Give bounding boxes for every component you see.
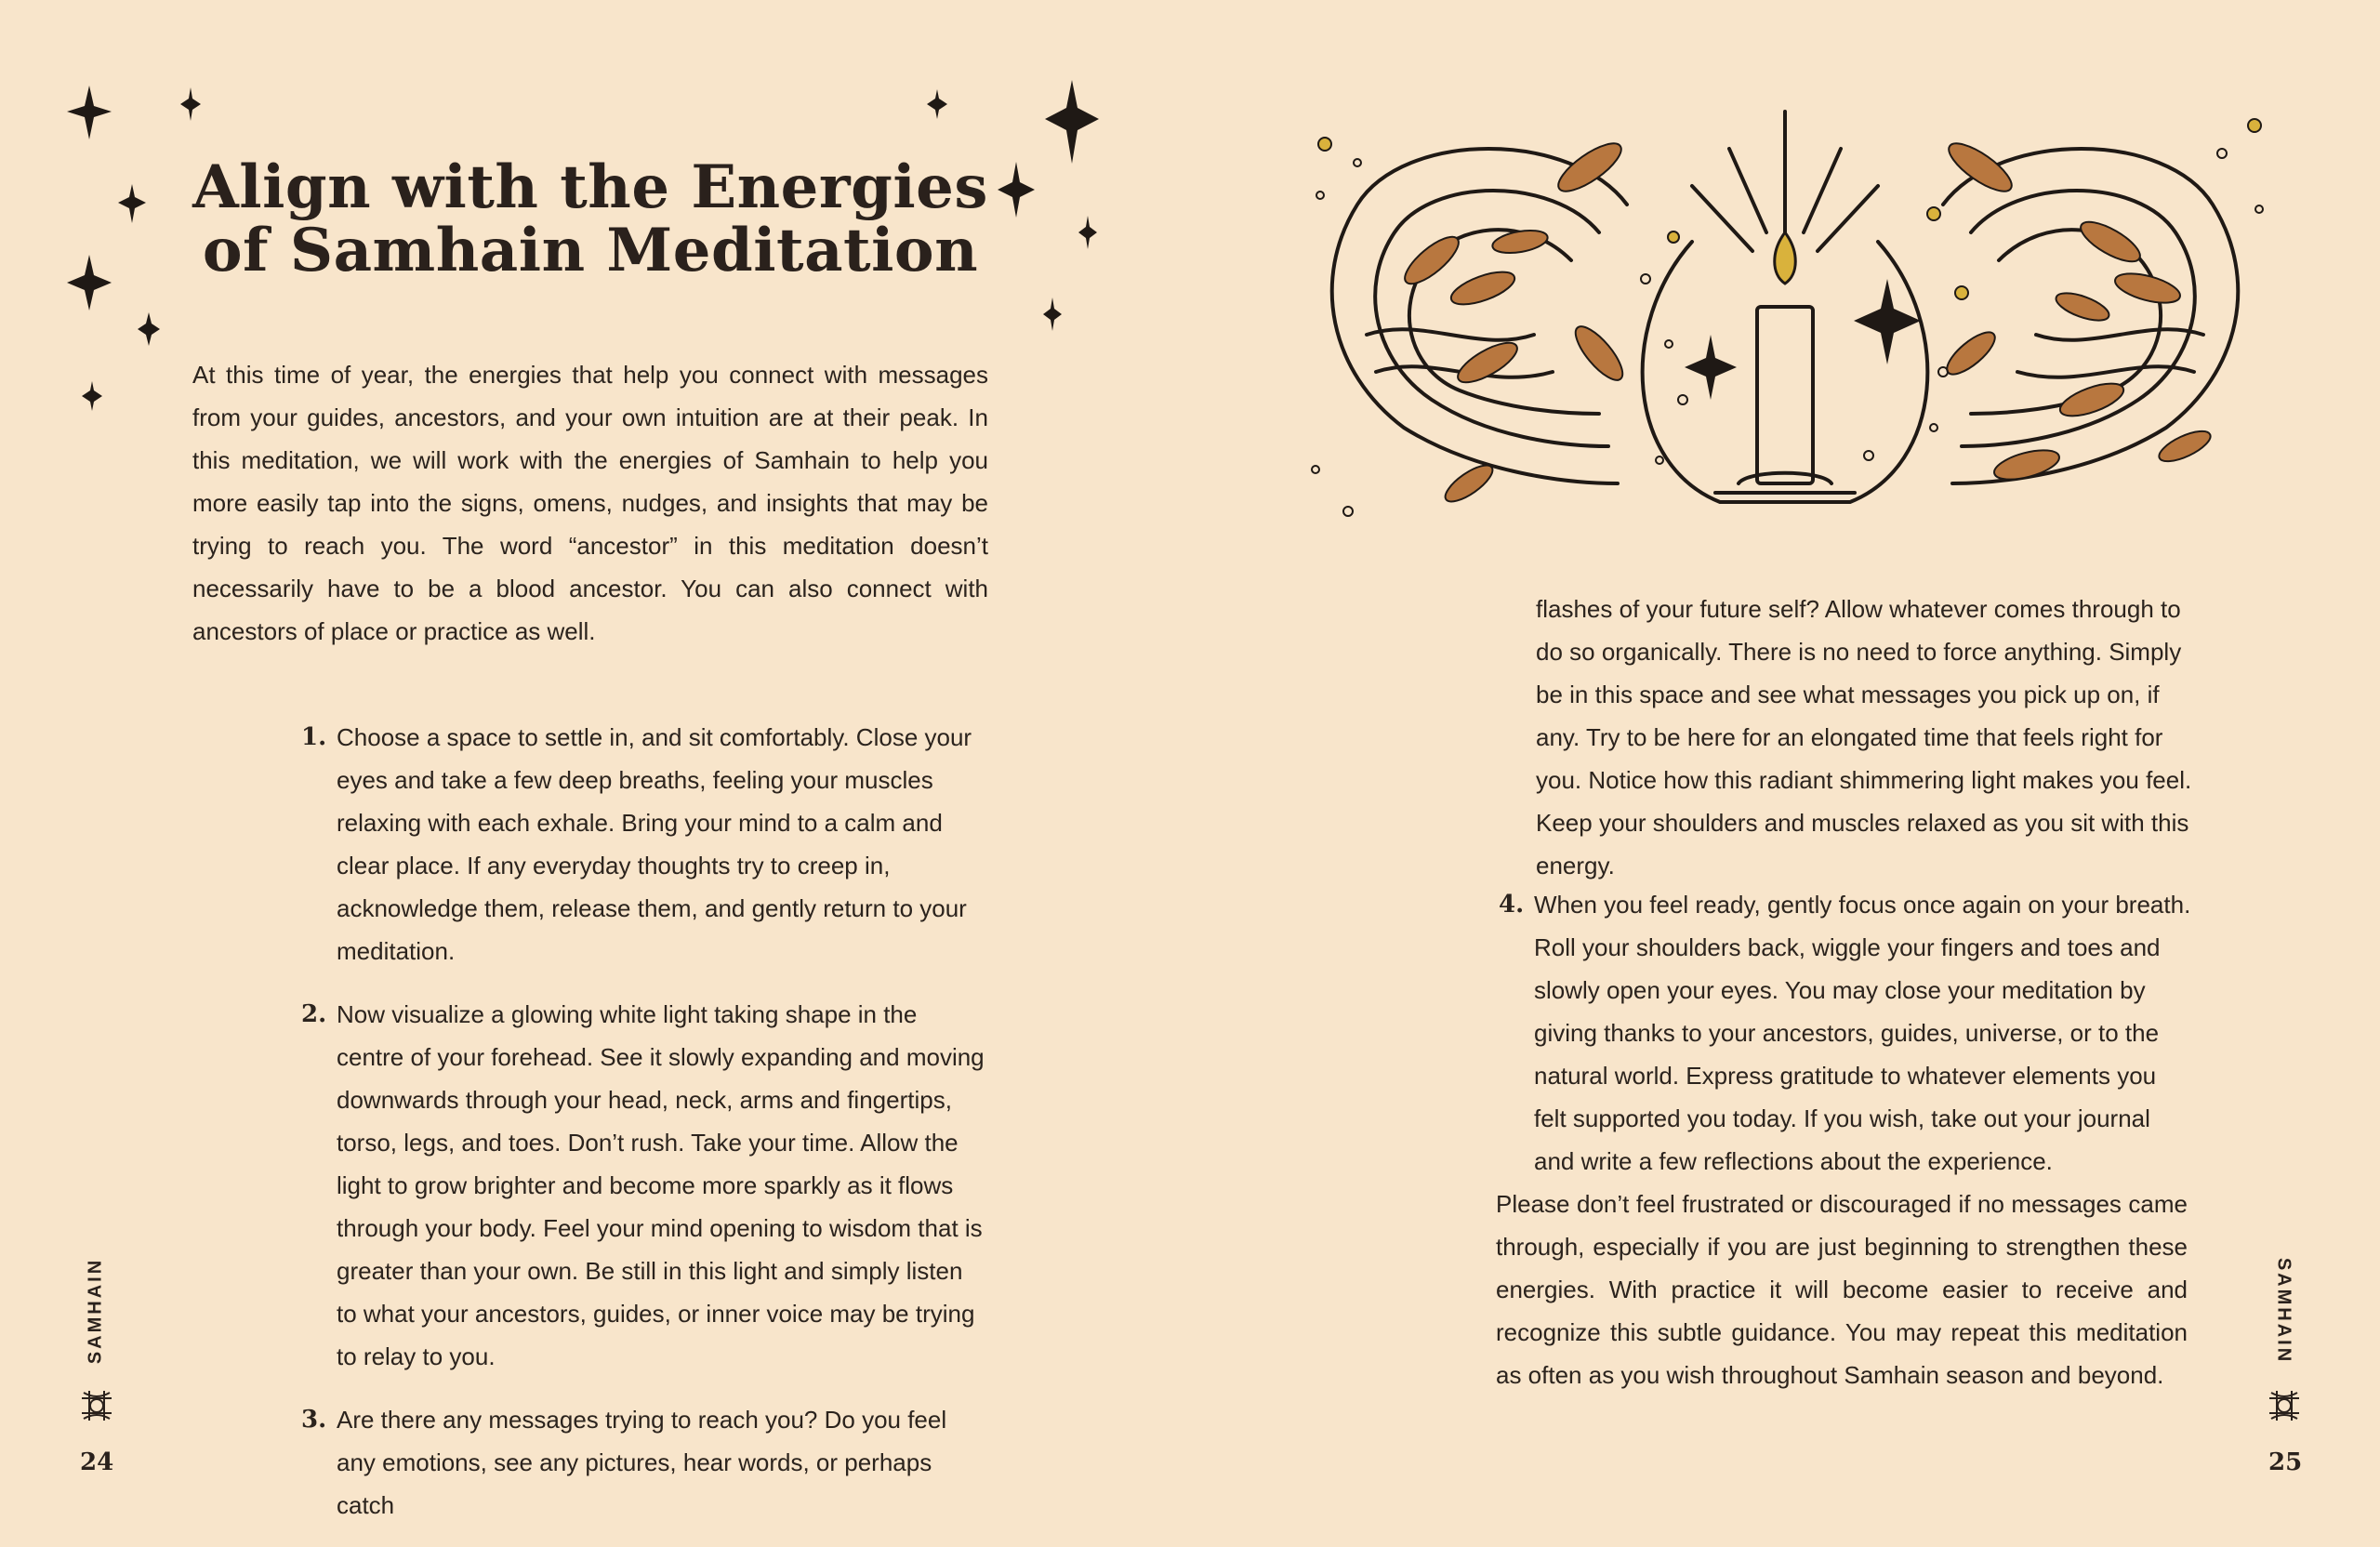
step-item — [299, 1398, 987, 1527]
step-number: 1. — [301, 723, 327, 751]
knot-ornament-icon — [78, 1387, 115, 1424]
title-line-1: Align with the Energies — [192, 152, 988, 222]
step-number: 3. — [301, 1406, 327, 1434]
page-number: 25 — [2268, 1448, 2303, 1476]
closing-paragraph: Please don’t feel frustrated or discouraged if no messages came through, especially if you are just beginning to strengthen these energies. With practice it will become easier to receive and recognize this subtle guidance. You may repeat this meditation as often as you wish throughout Samhain season and beyond. — [1496, 1190, 2188, 1389]
running-head: SAMHAIN — [2273, 1257, 2294, 1365]
step-text: Are there any messages trying to reach you? Do you feel any emotions, see any pictures, hear words, or perhaps catch — [337, 1406, 947, 1519]
intro-paragraph: At this time of year, the energies that help you connect with messages from your guides, ancestors, and your own intuition are at their peak. In this meditation, we will work with the energies of Samhain to help you more easily tap into the signs, omens, nudges, and insights that may be trying to reach you. The word “ancestor” in this meditation doesn’t necessarily have to be a blood ancestor. You can also connect with ancestors of place or practice as well. — [192, 361, 988, 645]
step-text: When you feel ready, gently focus once again on your breath. Roll your shoulders back, wiggle your fingers and toes and slowly open your eyes. You may close your meditation by giving thanks to your ancestors, guides, universe, or to the natural world. Express gratitude to whatever elements you felt supported you today. If you wish, take out your journal and write a few reflections about the experience. — [1534, 891, 2191, 1175]
step-item — [299, 716, 987, 972]
title-line-2: of Samhain Meditation — [202, 216, 979, 285]
step-item — [299, 993, 987, 1378]
step-number: 4. — [1499, 891, 1525, 919]
step-text: Now visualize a glowing white light taking shape in the centre of your forehead. See it slowly expanding and moving downwards through your head, neck, arms and fingertips, torso, legs, and toes. Don’t rush. Take your time. Allow the light to grow brighter and become more sparkly as it flows through your body. Feel your mind opening to wisdom that is greater than your own. Be still in this light and simply listen to what your ancestors, guides, or inner voice may be trying to relay to you. — [337, 1000, 985, 1370]
page-title — [149, 152, 1032, 285]
step-text: Choose a space to settle in, and sit comfortably. Close your eyes and take a few deep breaths, feeling your muscles relaxing with each exhale. Bring your mind to a calm and clear place. If any everyday thoughts try to creep in, acknowledge them, release them, and gently return to your meditation. — [337, 723, 972, 965]
continued-step-3-text: flashes of your future self? Allow whatever comes through to do so organically. There is no need to force anything. Simply be in this space and see what messages you pick up on, if any. Try to be here for an elongated time that feels right for you. Notice how this radiant shimmering light makes you feel. Keep your shoulders and muscles relaxed as you sit with this energy. — [1536, 595, 2192, 879]
candle-illustration — [1292, 93, 2278, 539]
steps-list — [299, 716, 987, 1547]
steps-list-continued — [1497, 883, 2194, 1203]
step-item — [1497, 883, 2194, 1183]
page-number: 24 — [80, 1448, 114, 1476]
running-head: SAMHAIN — [85, 1257, 106, 1365]
left-page — [0, 0, 1190, 1544]
knot-ornament-icon — [2266, 1387, 2303, 1424]
step-number: 2. — [301, 1000, 327, 1028]
